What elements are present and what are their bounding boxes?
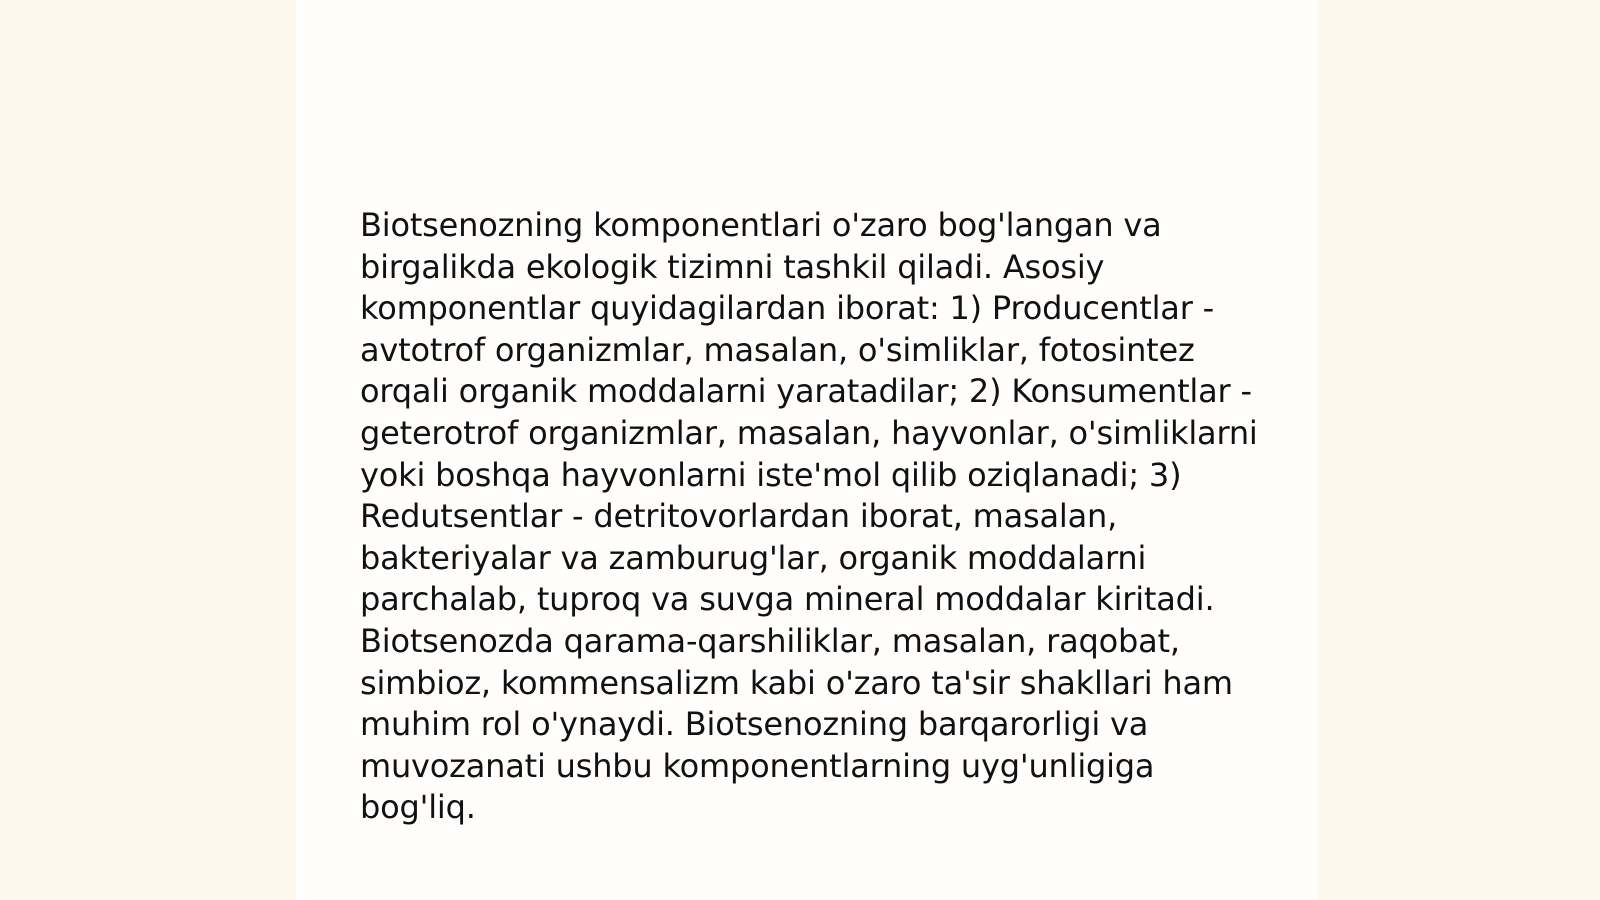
slide-body-text: Biotsenozning komponentlari o'zaro bog'langan va birgalikda ekologik tizimni tashkil qiladi. Asosiy komponentlar quyidagilardan iborat: 1) Producentlar - avtotrof organizmlar, masalan, o'simliklar, fotosintez orqali organik moddalarni yaratadilar; 2) Konsumentlar - geterotrof organizmlar, masalan, hayvonlar, o'simliklarni yoki boshqa hayvonlarni iste'mol qilib oziqlanadi; 3) Redutsentlar - detritovorlardan iborat, masalan, bakteriyalar va zamburug'lar, organik moddalarni parchalab, tuproq va suvga mineral moddalar kiritadi. Biotsenozda qarama-qarshiliklar, masalan, raqobat, simbioz, kommensalizm kabi o'zaro ta'sir shakllari ham muhim rol o'ynaydi. Biotsenozning barqarorligi va muvozanati ushbu komponentlarning uyg'unligiga bog'liq. xyxy=(360,206,1258,827)
slide-canvas xyxy=(296,0,1318,900)
